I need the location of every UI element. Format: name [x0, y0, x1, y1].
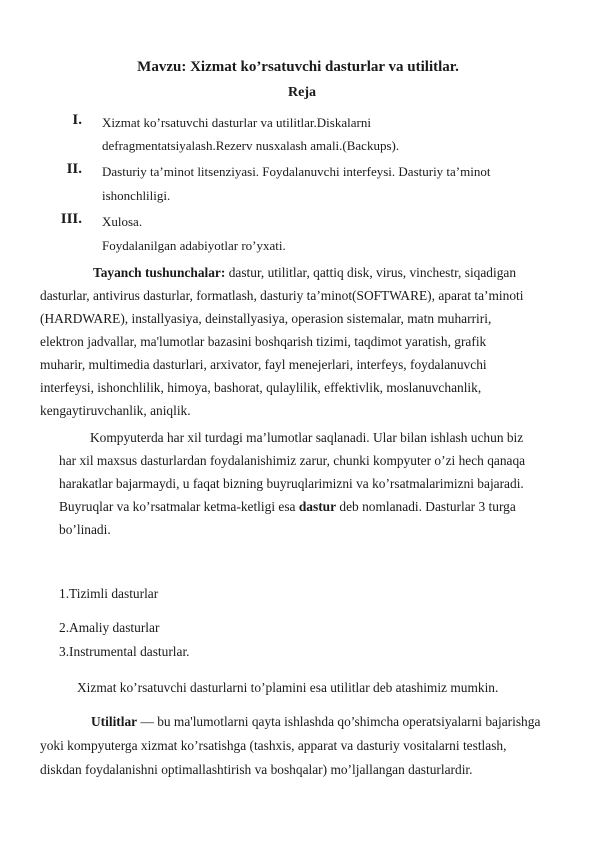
definition-line-3: diskdan foydalanishni optimallashtirish va boshqalar) mo’ljallangan dasturlardir. [40, 762, 473, 777]
intro-line-4 [59, 495, 559, 518]
intro-line-5: bo’linadi. [59, 522, 111, 537]
plan-heading [0, 85, 596, 101]
definition-paragraph [41, 710, 553, 782]
keywords-line-3: (HARDWARE), installyasiya, deinstallyasiya, operasion sistemalar, matn muharriri, [40, 311, 492, 326]
keywords-line-1-text: dastur, utilitlar, qattiq disk, virus, vinchestr, siqadigan [225, 265, 517, 280]
keywords-paragraph [41, 261, 553, 422]
utilities-sentence: Xizmat ko’rsatuvchi dasturlarni to’plamini esa utilitlar deb atashimiz mumkin. [77, 680, 499, 695]
definition-line-1-text: — bu ma'lumotlarni qayta ishlashda qo’shimcha operatsiyalarni bajarishga [137, 714, 541, 729]
utilitlar-term: Utilitlar [91, 714, 138, 729]
document-title: Mavzu: Xizmat ko’rsatuvchi dasturlar va utilitlar. [137, 59, 459, 75]
type-item-2: 2.Amaliy dasturlar [59, 620, 160, 635]
intro-line-2: har xil maxsus dasturlardan foydalanishimiz zarur, chunki kompyuter o’zi hech qanaqa [59, 453, 526, 468]
intro-line-4-end: deb nomlanadi. Dasturlar 3 turga [336, 499, 516, 514]
plan-item-3-number: III. [60, 211, 82, 227]
plan-item-1-line-1: Xizmat ko’rsatuvchi dasturlar va utilitlar.Diskalarni [102, 115, 371, 130]
plan-item-2-line-1: Dasturiy ta’minot litsenziyasi. Foydalanuvchi interfeysi. Dasturiy ta’minot [102, 164, 491, 179]
keywords-line-7: kengaytiruvchanlik, aniqlik. [40, 403, 191, 418]
keywords-line-5: muharir, multimedia dasturlari, arxivator, fayl menejerlari, interfeys, foydalanuvchi [40, 357, 487, 372]
plan-item-2-line-2: ishonchliligi. [102, 188, 171, 203]
plan-item-1-line-2: defragmentatsiyalash.Rezerv nusxalash amali.(Backups). [102, 138, 400, 153]
keywords-line-2: dasturlar, antivirus dasturlar, formatlash, dasturiy ta’minot(SOFTWARE), aparat ta’minoti [40, 288, 524, 303]
intro-line-1: Kompyuterda har xil turdagi ma’lumotlar saqlanadi. Ular bilan ishlash uchun biz [90, 430, 524, 445]
plan-heading-text: Reja [288, 85, 316, 100]
intro-line-3: harakatlar bajarmaydi, u faqat bizning buyruqlarimizni va ko’rsatmalarimizni bajaradi. [59, 476, 524, 491]
dastur-term: dastur [298, 499, 337, 514]
plan-item-1-number: I. [72, 112, 82, 128]
plan-item-3-line-1: Xulosa. [102, 214, 143, 229]
definition-line-2: yoki kompyuterga xizmat ko’rsatishga (tashxis, apparat va dasturiy vositalarni testlash, [40, 738, 507, 753]
type-item-3: 3.Instrumental dasturlar. [59, 644, 190, 659]
keywords-line-6: interfeysi, ishonchlilik, himoya, bashorat, qulaylilik, effektivlik, moslanuvchanlik, [40, 380, 482, 395]
keywords-line-4: elektron jadvallar, ma'lumotlar bazasini boshqarish tizimi, taqdimot yaratish, grafik [40, 334, 487, 349]
definition-line-1 [41, 710, 553, 734]
intro-paragraph [59, 426, 559, 541]
keywords-line-1 [41, 261, 553, 284]
plan-item-3-line-2: Foydalanilgan adabiyotlar ro’yxati. [102, 238, 286, 253]
keywords-label: Tayanch tushunchalar: [93, 265, 226, 280]
plan-item-2-number: II. [66, 161, 82, 177]
intro-line-4-start: Buyruqlar va ko’rsatmalar ketma-ketligi esa [59, 499, 299, 514]
type-item-1: 1.Tizimli dasturlar [59, 586, 159, 601]
